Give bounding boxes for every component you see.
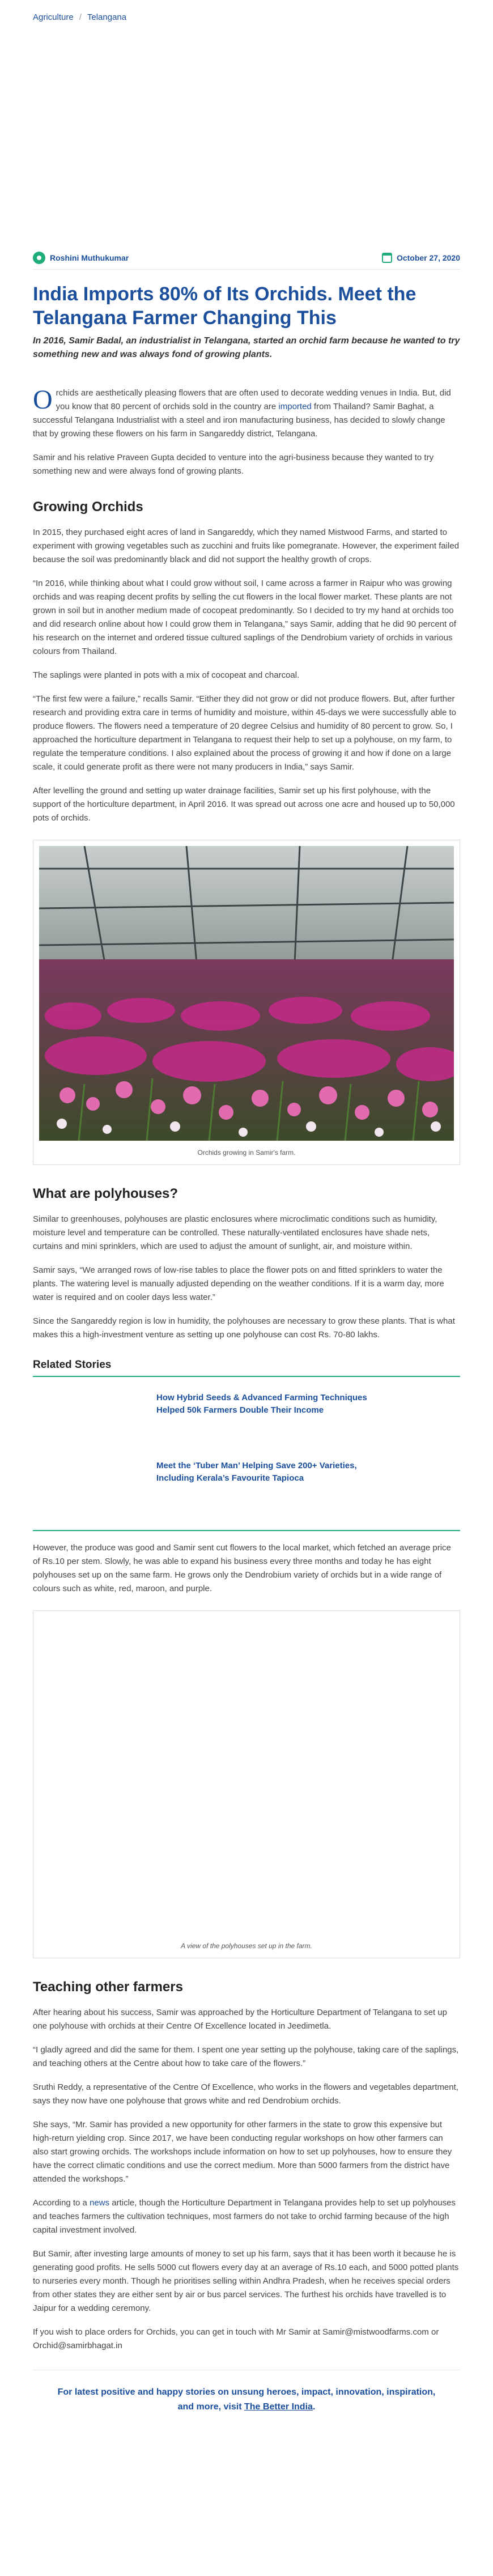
related-story-item[interactable] — [33, 1456, 460, 1513]
figure-polyhouses — [33, 1610, 460, 1958]
polyhouse-photo — [39, 1617, 454, 1934]
breadcrumb-telangana[interactable]: Telangana — [87, 12, 127, 22]
calendar-icon — [382, 253, 392, 263]
related-stories-heading: Related Stories — [33, 1359, 112, 1371]
author-icon — [33, 252, 45, 264]
article-body — [33, 386, 460, 2353]
section-heading-growing-orchids: Growing Orchids — [33, 499, 143, 515]
related-story-link[interactable]: Meet the ‘Tuber Man’ Helping Save 200+ Varieties, Including Kerala’s Favourite Tapioca — [156, 1461, 357, 1483]
orchid-farm-photo — [39, 846, 454, 1141]
figure-orchids — [33, 840, 460, 1165]
intro-paragraph-2: Samir and his relative Praveen Gupta decided to venture into the agri-business because they wanted to try something new and were always fond of growing plants. — [33, 453, 434, 476]
section-heading-teaching: Teaching other farmers — [33, 1979, 183, 1995]
paragraph: “In 2016, while thinking about what I could grow without soil, I came across a farmer in Raipur who was growing orchids and was reaping decent profits by selling the cut flowers in the local flower market. These plants are not grown in soil but in another medium made of cocopeat predominantly. So I decided to try my hand at orchids too and did research online about how I could grow them in Telangana,” says Samir, adding that he did 90 percent of his research on the internet and ordered tissue cultured saplings of the Dendrobium variety of orchids in various colours from Thailand. — [33, 579, 456, 656]
publish-date: October 27, 2020 — [396, 253, 460, 262]
paragraph: Similar to greenhouses, polyhouses are plastic enclosures where microclimatic conditions such as humidity, moisture level and temperature can be controlled. These naturally-ventilated enclosures have shade nets, curtains and mini sprinklers, which are used to adjust the amount of sunlight, air, and moisture within. — [33, 1214, 437, 1251]
paragraph: If you wish to place orders for Orchids, you can get in touch with Mr Samir at Samir@mistwoodfarms.com or Orchid@samirbhagat.in — [33, 2327, 439, 2350]
related-story-thumbnail[interactable] — [33, 1388, 146, 1445]
paragraph: After levelling the ground and setting up water drainage facilities, Samir set up his first polyhouse, with the support of the horticulture department, in April 2016. It was spread out across one acre and housed up to 50,000 pots of orchids. — [33, 786, 455, 823]
intro-paragraph-1: Orchids are aesthetically pleasing flowers that are often used to decorate wedding venues in India. But, did you know that 80 percent of orchids sold in the country are imported from Thailand? Samir Baghat, a successful Telangana Industrialist with a steel and iron manufacturing business, has decided to slowly change that by growing these flowers on his farm in Sangareddy district, Telangana. — [33, 385, 451, 439]
paragraph: “I gladly agreed and did the same for them. I spent one year setting up the polyhouse, taking care of the saplings, and teaching others at the Centre about how to take care of the flowers.” — [33, 2045, 459, 2068]
paragraph: Since the Sangareddy region is low in humidity, the polyhouses are necessary to grow these plants. That is what makes this a high-investment venture as setting up one polyhouse can cost Rs. 70-80 lakhs. — [33, 1316, 455, 1340]
figure-caption: A view of the polyhouses set up in the farm. — [181, 1942, 312, 1950]
article-title: India Imports 80% of Its Orchids. Meet the Telangana Farmer Changing This — [33, 283, 416, 329]
paragraph: “The first few were a failure,” recalls Samir. “Either they did not grow or did not produce flowers. But, after further research and providing extra care in terms of humidity and moisture, within 45-days we were successfully able to produce flowers. The flowers need a temperature of 20 degree Celsius and humidity of 80 percent to grow. So, I approached the horticulture department in Telangana to request their help to set up a polyhouse, on my farm, to regulate the temperature conditions. I also explained about the process of growing it and how if done on a large scale, it could generate profit as there were not many producers in India,” says Samir. — [33, 694, 457, 772]
related-story-item[interactable] — [33, 1388, 460, 1445]
paragraph: In 2015, they purchased eight acres of land in Sangareddy, which they named Mistwood Farms, and started to experiment with growing vegetables such as zucchini and fruits like pomegranate. However, the experiment failed because the soil was predominantly black and did not support the healthy growth of crops. — [33, 528, 460, 564]
section-heading-polyhouses: What are polyhouses? — [33, 1186, 178, 1201]
footer-note: For latest positive and happy stories on unsung heroes, impact, innovation, inspiration, and more, visit The Better India. — [33, 2370, 460, 2429]
hero-image — [33, 34, 460, 249]
article-subtitle: In 2016, Samir Badal, an industrialist in Telangana, started an orchid farm because he wanted to try something new and was always fond of growing plants. — [33, 336, 460, 359]
divider — [33, 1530, 460, 1531]
the-better-india-link[interactable]: The Better India — [244, 2402, 313, 2412]
paragraph: Samir says, “We arranged rows of low-rise tables to place the flower pots on and fitted sprinklers to water the plants. The watering level is manually adjusted depending on the weather conditions. If it is a warm day, more water is required and on cooler days less water.” — [33, 1265, 444, 1302]
dropcap: O — [33, 385, 53, 415]
paragraph: But Samir, after investing large amounts of money to set up his farm, says that it has been worth it because he is generating good profits. He sells 5000 cut flowers every day at an average of Rs.10 each, and 5000 potted plants to nurseries every month. Though he prioritises selling within Andhra Pradesh, when he receives special orders from other states they are either sent by air or bus parcel services. The furthest his orchids have travelled is to Jaipur for a wedding ceremony. — [33, 2249, 459, 2313]
author-name[interactable]: Roshini Muthukumar — [50, 253, 129, 262]
paragraph: Sruthi Reddy, a representative of the Centre Of Excellence, who works in the flowers and vegetables department, says they now have one polyhouse that grows white and red Dendrobium orchids. — [33, 2082, 458, 2106]
article-meta — [33, 249, 460, 270]
figure-caption: Orchids growing in Samir's farm. — [197, 1149, 296, 1157]
related-story-link[interactable]: How Hybrid Seeds & Advanced Farming Techniques Helped 50k Farmers Double Their Income — [156, 1393, 367, 1415]
breadcrumb — [33, 0, 460, 34]
related-story-thumbnail[interactable] — [33, 1456, 146, 1513]
paragraph: According to a news article, though the Horticulture Department in Telangana provides help to set up polyhouses and teaches farmers the cultivation techniques, most farmers do not take to orchid farming because of the high capital investment involved. — [33, 2198, 456, 2235]
breadcrumb-agriculture[interactable]: Agriculture — [33, 12, 74, 22]
breadcrumb-separator: / — [79, 12, 82, 22]
paragraph: She says, “Mr. Samir has provided a new opportunity for other farmers in the state to grow this expensive but high-return yielding crop. Since 2017, we have been conducting regular workshops on how other farmers can also start growing orchids. The workshops include information on how to set up polyhouses, how to ensure they have the correct climatic conditions and use the correct medium. More than 5000 farmers from the district have attended the workshops.” — [33, 2120, 452, 2184]
imported-link[interactable]: imported — [278, 402, 312, 411]
paragraph: However, the produce was good and Samir sent cut flowers to the local market, which fetched an average price of Rs.10 per stem. Slowly, he was able to expand his business every three months and today he has eight polyhouses set up on the same farm. He grows only the Dendrobium variety of orchids but in a wide range of colours such as white, red, maroon, and purple. — [33, 1543, 451, 1593]
paragraph: After hearing about his success, Samir was approached by the Horticulture Department of Telangana to set up one polyhouse with orchids at their Centre Of Excellence located in Jeedimetla. — [33, 2008, 447, 2031]
news-link[interactable]: news — [90, 2198, 110, 2208]
paragraph: The saplings were planted in pots with a mix of cocopeat and charcoal. — [33, 670, 300, 680]
divider — [33, 1376, 460, 1377]
related-stories — [33, 1359, 460, 1531]
